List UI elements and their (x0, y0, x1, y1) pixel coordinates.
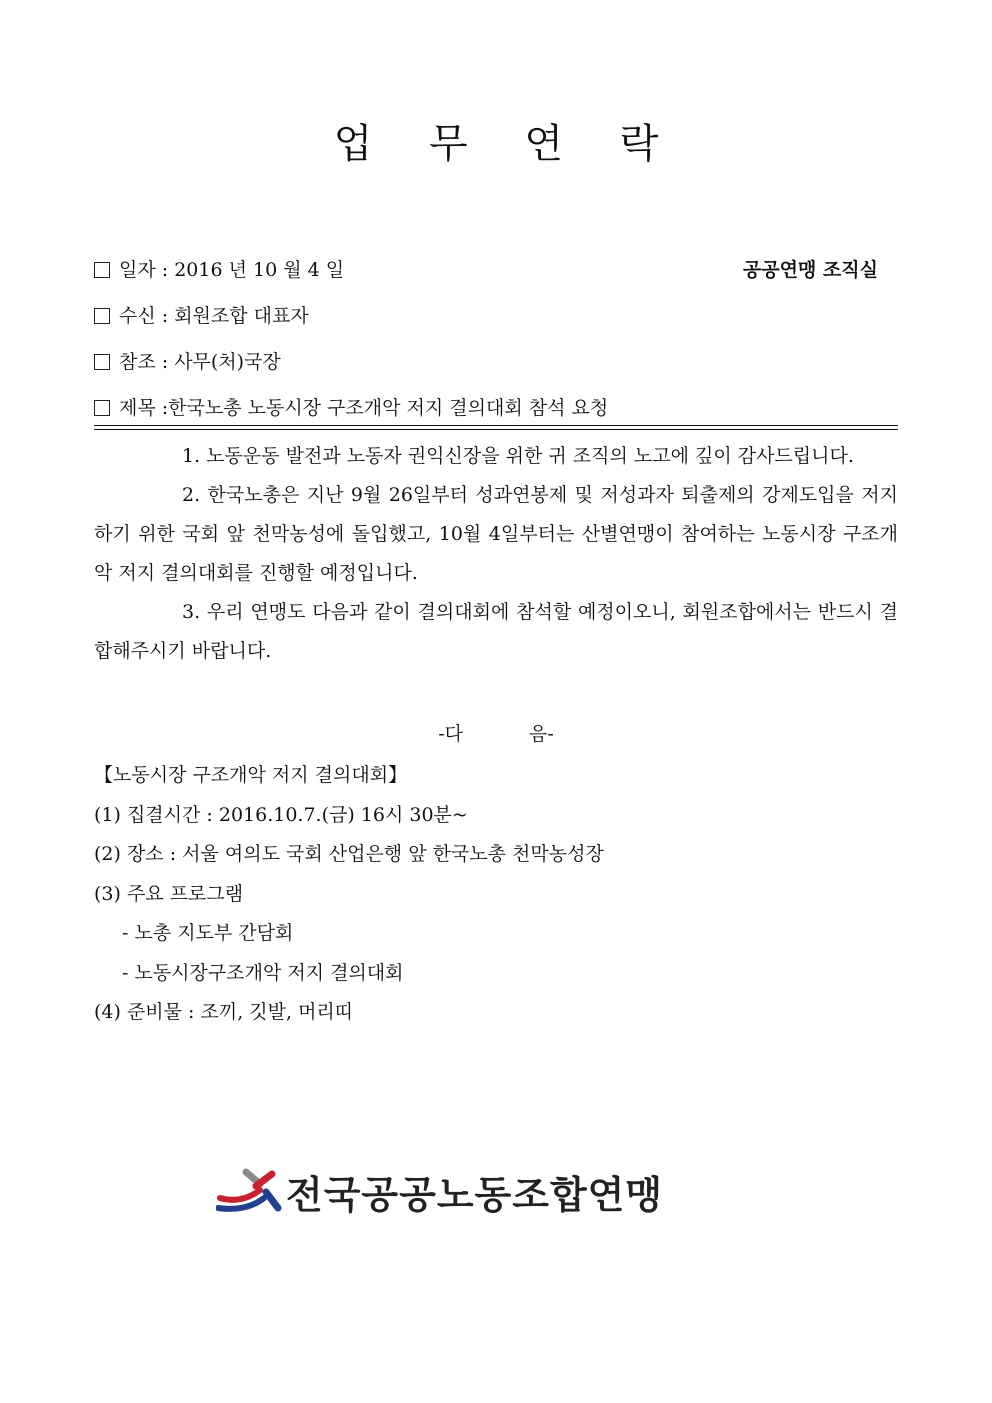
event-title: 【노동시장 구조개악 저지 결의대회】 (94, 764, 408, 786)
federation-name: 전국공공노동조합연맹 (286, 1173, 664, 1217)
checkbox-icon (94, 354, 110, 370)
paragraph-3: 3. 우리 연맹도 다음과 같이 결의대회에 참석할 예정이오니, 회원조합에서는 반드시 결합해주시기 바랍니다. (94, 601, 898, 662)
list-item-supplies: (4) 준비물 : 조끼, 깃발, 머리띠 (94, 1001, 354, 1023)
paragraph-1: 1. 노동운동 발전과 노동자 권익신장을 위한 귀 조직의 노고에 깊이 감사드립니다. (182, 445, 854, 467)
list-item-place: (2) 장소 : 서울 여의도 국회 산업은행 앞 한국노총 천막농성장 (94, 843, 604, 865)
paragraph-2: 2. 한국노총은 지난 9월 26일부터 성과연봉제 및 저성과자 퇴출제의 강제도입을 저지하기 위한 국회 앞 천막농성에 돌입했고, 10월 4일부터는 산별연맹이 참여하는 노동시장 구조개악 저지 결의대회를 진행할 예정입니다. (94, 484, 898, 584)
body-paragraphs (94, 437, 898, 671)
issuer-department: 공공연맹 조직실 (742, 259, 878, 281)
meta-reference (94, 348, 281, 376)
list-subitem-program-1: - 노총 지도부 간담회 (122, 922, 294, 944)
details-heading: -다 음- (438, 723, 554, 745)
document-title: 업 무 연 락 (333, 121, 681, 167)
header-divider (94, 425, 898, 430)
reference-text: 참조 : 사무(처)국장 (119, 351, 281, 373)
recipient-text: 수신 : 회원조합 대표자 (119, 305, 309, 327)
meta-date (94, 256, 344, 284)
checkbox-icon (94, 262, 110, 278)
details-list (94, 756, 898, 1033)
federation-logo (216, 1160, 716, 1220)
subject-text: 제목 :한국노총 노동시장 구조개악 저지 결의대회 참석 요청 (119, 397, 609, 419)
federation-emblem-icon (216, 1160, 286, 1220)
meta-recipient (94, 302, 309, 330)
date-text: 일자 : 2016 년 10 월 4 일 (119, 259, 345, 281)
checkbox-icon (94, 308, 110, 324)
list-subitem-program-2: - 노동시장구조개악 저지 결의대회 (122, 961, 404, 984)
checkbox-icon (94, 400, 110, 416)
list-item-time: (1) 집결시간 : 2016.10.7.(금) 16시 30분~ (94, 803, 468, 826)
meta-subject (94, 394, 608, 422)
list-item-program: (3) 주요 프로그램 (94, 882, 244, 905)
